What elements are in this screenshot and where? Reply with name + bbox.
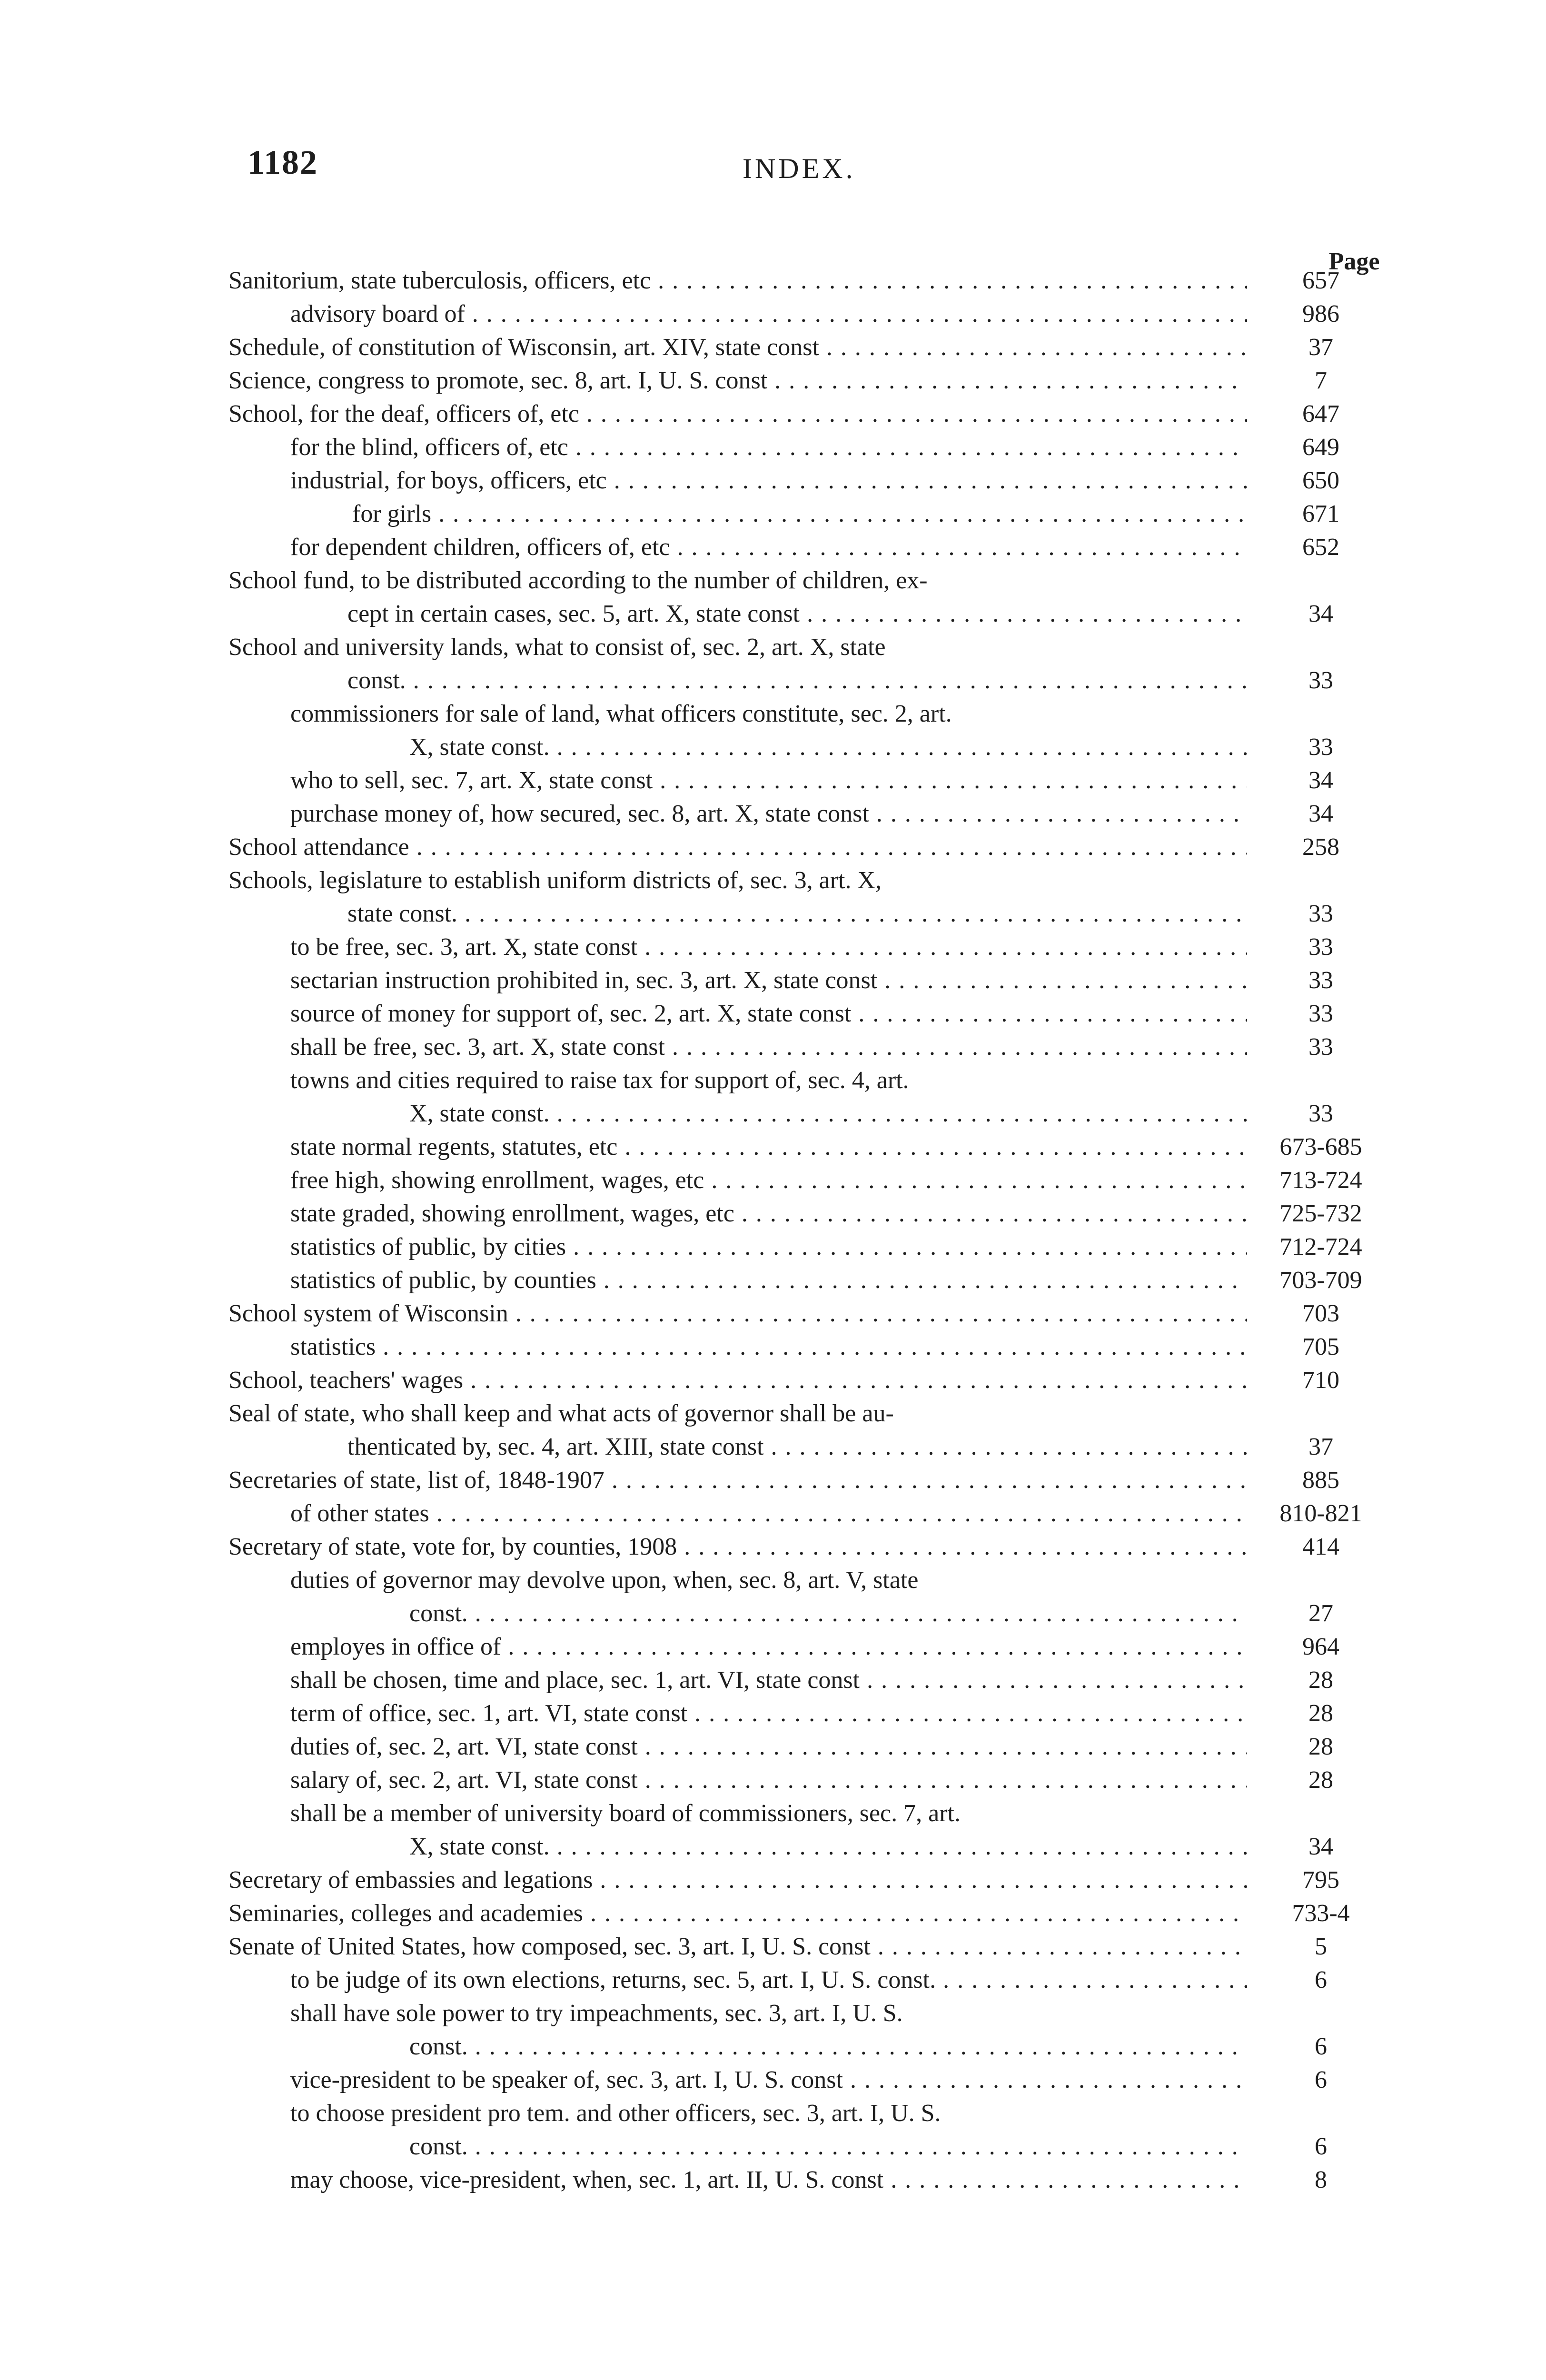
index-entry xyxy=(228,1897,1390,1930)
entry-heading: School fund, to be distributed according to the number of children, ex- xyxy=(228,567,928,594)
entry-continuation: thenticated by, sec. 4, art. XIII, state const . . . xyxy=(228,1430,1247,1464)
entry-heading: term of office, sec. 1, art. VI, state const . . . xyxy=(290,1697,1247,1730)
index-entry xyxy=(228,264,1390,298)
index-entry xyxy=(228,364,1390,397)
entry-page-ref: 671 xyxy=(1302,500,1339,527)
entry-continuation: const. . . . xyxy=(290,2130,1247,2163)
entry-heading: salary of, sec. 2, art. VI, state const . . . xyxy=(290,1764,1247,1797)
entry-text xyxy=(228,1697,1247,1730)
entry-page-ref: 657 xyxy=(1302,267,1339,294)
index-entry xyxy=(228,2063,1390,2097)
entry-text xyxy=(228,1031,1247,1064)
index-entry xyxy=(228,431,1390,464)
entry-heading: Seal of state, who shall keep and what acts of governor shall be au- xyxy=(228,1400,894,1427)
entry-page-ref: 725-732 xyxy=(1279,1200,1362,1227)
entry-text xyxy=(228,1230,1247,1264)
page-column-heading: Page xyxy=(1328,248,1380,275)
entry-page-ref: 795 xyxy=(1302,1866,1339,1894)
entry-text xyxy=(228,497,1247,531)
index-entry xyxy=(228,964,1390,997)
index-entry xyxy=(228,1997,1390,2063)
entry-page-ref: 5 xyxy=(1315,1933,1327,1960)
index-entry xyxy=(228,864,1390,931)
entry-page-ref: 8 xyxy=(1315,2166,1327,2193)
entry-text xyxy=(228,397,1247,431)
index-entry xyxy=(228,1031,1390,1064)
entry-page-ref: 885 xyxy=(1302,1467,1339,1494)
entry-page-ref: 34 xyxy=(1308,600,1333,627)
entry-heading: free high, showing enrollment, wages, etc . . . xyxy=(290,1164,1247,1197)
entry-page-ref: 705 xyxy=(1302,1333,1339,1360)
index-entry xyxy=(228,397,1390,431)
entry-text xyxy=(228,1164,1247,1197)
index-entry xyxy=(228,1664,1390,1697)
entry-continuation: cept in certain cases, sec. 5, art. X, state const . . . xyxy=(228,597,1247,631)
entry-heading: School and university lands, what to consist of, sec. 2, art. X, state xyxy=(228,634,886,661)
entry-heading: who to sell, sec. 7, art. X, state const . . . xyxy=(290,764,1247,797)
entry-text xyxy=(228,531,1247,564)
entry-text xyxy=(228,331,1247,364)
entry-continuation: X, state const. . . . xyxy=(290,731,1247,764)
entry-page-ref: 37 xyxy=(1308,1433,1333,1460)
entry-text xyxy=(228,431,1247,464)
entry-text xyxy=(228,1364,1247,1397)
index-entry xyxy=(228,997,1390,1031)
index-entry xyxy=(228,697,1390,764)
index-entries xyxy=(228,264,1390,2197)
entry-heading: Secretary of embassies and legations . . . xyxy=(228,1864,1247,1897)
index-entry xyxy=(228,764,1390,797)
index-entry xyxy=(228,631,1390,697)
index-entry xyxy=(228,2097,1390,2163)
entry-page-ref: 703 xyxy=(1302,1300,1339,1327)
index-entry xyxy=(228,831,1390,864)
entry-continuation: const. . . . xyxy=(290,1597,1247,1630)
index-entry xyxy=(228,1064,1390,1130)
entry-page-ref: 6 xyxy=(1315,2033,1327,2060)
entry-page-ref: 673-685 xyxy=(1279,1133,1362,1160)
entry-heading: purchase money of, how secured, sec. 8, art. X, state const . . . xyxy=(290,797,1247,831)
entry-page-ref: 28 xyxy=(1308,1666,1333,1694)
entry-heading: vice-president to be speaker of, sec. 3, art. I, U. S. const . . . xyxy=(290,2063,1247,2097)
index-entry xyxy=(228,1130,1390,1164)
index-entry xyxy=(228,298,1390,331)
entry-page-ref: 649 xyxy=(1302,434,1339,461)
entry-heading: shall be a member of university board of commissioners, sec. 7, art. xyxy=(290,1800,961,1827)
entry-heading: School system of Wisconsin . . . xyxy=(228,1297,1247,1330)
entry-page-ref: 733-4 xyxy=(1292,1900,1350,1927)
index-entry xyxy=(228,464,1390,497)
entry-heading: sectarian instruction prohibited in, sec. 3, art. X, state const . . . xyxy=(290,964,1247,997)
entry-heading: Science, congress to promote, sec. 8, art. I, U. S. const . . . xyxy=(228,364,1247,397)
entry-page-ref: 27 xyxy=(1308,1600,1333,1627)
entry-text xyxy=(228,564,1247,631)
running-head: INDEX. xyxy=(743,153,856,184)
entry-text xyxy=(228,1997,1247,2063)
entry-text xyxy=(228,2063,1247,2097)
entry-page-ref: 33 xyxy=(1308,900,1333,927)
index-entry xyxy=(228,1864,1390,1897)
entry-heading: commissioners for sale of land, what officers constitute, sec. 2, art. xyxy=(290,700,952,727)
entry-page-ref: 986 xyxy=(1302,300,1339,327)
entry-text xyxy=(228,1864,1247,1897)
entry-page-ref: 33 xyxy=(1308,1000,1333,1027)
entry-text xyxy=(228,1130,1247,1164)
index-entry xyxy=(228,1764,1390,1797)
entry-page-ref: 258 xyxy=(1302,833,1339,861)
entry-text xyxy=(228,1664,1247,1697)
entry-page-ref: 37 xyxy=(1308,334,1333,361)
entry-continuation: const. . . . xyxy=(228,664,1247,697)
entry-heading: towns and cities required to raise tax for support of, sec. 4, art. xyxy=(290,1067,909,1094)
index-entry xyxy=(228,1797,1390,1864)
index-entry xyxy=(228,1697,1390,1730)
entry-text xyxy=(228,1264,1247,1297)
index-entry xyxy=(228,2163,1390,2197)
entry-text xyxy=(228,764,1247,797)
entry-text xyxy=(228,2163,1247,2197)
entry-heading: Senate of United States, how composed, sec. 3, art. I, U. S. const . . . xyxy=(228,1930,1247,1964)
entry-continuation: X, state const. . . . xyxy=(290,1830,1247,1864)
entry-heading: Schedule, of constitution of Wisconsin, art. XIV, state const . . . xyxy=(228,331,1247,364)
entry-heading: duties of governor may devolve upon, when, sec. 8, art. V, state xyxy=(290,1567,919,1594)
entry-heading: source of money for support of, sec. 2, art. X, state const . . . xyxy=(290,997,1247,1031)
entry-text xyxy=(228,1897,1247,1930)
entry-heading: statistics of public, by cities . . . xyxy=(290,1230,1247,1264)
entry-text xyxy=(228,464,1247,497)
entry-text xyxy=(228,931,1247,964)
entry-text xyxy=(228,964,1247,997)
entry-page-ref: 33 xyxy=(1308,967,1333,994)
entry-heading: for dependent children, officers of, etc . . . xyxy=(290,531,1247,564)
entry-heading: Sanitorium, state tuberculosis, officers, etc . . . xyxy=(228,264,1247,298)
entry-text xyxy=(228,1397,1247,1464)
entry-page-ref: 33 xyxy=(1308,933,1333,961)
entry-text xyxy=(228,997,1247,1031)
entry-heading: for the blind, officers of, etc . . . xyxy=(290,431,1247,464)
entry-text xyxy=(228,1330,1247,1364)
entry-heading: to choose president pro tem. and other officers, sec. 3, art. I, U. S. xyxy=(290,2100,941,2127)
entry-page-ref: 33 xyxy=(1308,667,1333,694)
index-entry xyxy=(228,1464,1390,1497)
entry-page-ref: 34 xyxy=(1308,1833,1333,1860)
entry-heading: School, teachers' wages . . . xyxy=(228,1364,1247,1397)
entry-page-ref: 647 xyxy=(1302,400,1339,427)
entry-page-ref: 34 xyxy=(1308,767,1333,794)
entry-text xyxy=(228,1564,1247,1630)
index-entry xyxy=(228,1730,1390,1764)
entry-text xyxy=(228,298,1247,331)
entry-heading: shall be chosen, time and place, sec. 1, art. VI, state const . . . xyxy=(290,1664,1247,1697)
entry-heading: School attendance . . . xyxy=(228,831,1247,864)
index-entry xyxy=(228,1297,1390,1330)
entry-page-ref: 703-709 xyxy=(1279,1267,1362,1294)
entry-continuation: const. . . . xyxy=(290,2030,1247,2063)
entry-text xyxy=(228,864,1247,931)
entry-text xyxy=(228,631,1247,697)
entry-continuation: state const. . . . xyxy=(228,897,1247,931)
entry-heading: of other states . . . xyxy=(290,1497,1247,1530)
index-entry xyxy=(228,1264,1390,1297)
entry-page-ref: 650 xyxy=(1302,467,1339,494)
entry-page-ref: 33 xyxy=(1308,734,1333,761)
entry-heading: Secretaries of state, list of, 1848-1907 . . . xyxy=(228,1464,1247,1497)
entry-text xyxy=(228,1497,1247,1530)
entry-heading: statistics of public, by counties . . . xyxy=(290,1264,1247,1297)
index-entry xyxy=(228,531,1390,564)
entry-page-ref: 28 xyxy=(1308,1766,1333,1794)
index-entry xyxy=(228,1930,1390,1964)
entry-page-ref: 6 xyxy=(1315,1966,1327,1993)
entry-heading: statistics . . . xyxy=(290,1330,1247,1364)
entry-page-ref: 652 xyxy=(1302,534,1339,561)
entry-page-ref: 810-821 xyxy=(1279,1500,1362,1527)
index-entry xyxy=(228,1230,1390,1264)
index-entry xyxy=(228,797,1390,831)
entry-page-ref: 414 xyxy=(1302,1533,1339,1560)
entry-text xyxy=(228,831,1247,864)
entry-page-ref: 713-724 xyxy=(1279,1167,1362,1194)
entry-heading: industrial, for boys, officers, etc . . . xyxy=(290,464,1247,497)
index-entry xyxy=(228,1630,1390,1664)
index-entry xyxy=(228,1397,1390,1464)
index-entry xyxy=(228,564,1390,631)
entry-page-ref: 964 xyxy=(1302,1633,1339,1660)
entry-text xyxy=(228,1530,1247,1564)
entry-heading: state normal regents, statutes, etc . . . xyxy=(290,1130,1247,1164)
entry-heading: for girls . . . xyxy=(352,497,1247,531)
entry-page-ref: 710 xyxy=(1302,1367,1339,1394)
index-entry xyxy=(228,1197,1390,1230)
index-entry xyxy=(228,331,1390,364)
entry-text xyxy=(228,1297,1247,1330)
entry-page-ref: 6 xyxy=(1315,2066,1327,2093)
index-entry xyxy=(228,1530,1390,1564)
entry-heading: to be free, sec. 3, art. X, state const . . . xyxy=(290,931,1247,964)
entry-page-ref: 712-724 xyxy=(1279,1233,1362,1260)
index-entry xyxy=(228,1964,1390,1997)
entry-heading: employes in office of . . . xyxy=(290,1630,1247,1664)
entry-text xyxy=(228,1930,1247,1964)
entry-page-ref: 28 xyxy=(1308,1733,1333,1760)
entry-heading: shall be free, sec. 3, art. X, state const . . . xyxy=(290,1031,1247,1064)
entry-heading: state graded, showing enrollment, wages, etc . . . xyxy=(290,1197,1247,1230)
index-entry xyxy=(228,1364,1390,1397)
entry-text xyxy=(228,264,1247,298)
index-entry xyxy=(228,1330,1390,1364)
entry-continuation: X, state const. . . . xyxy=(290,1097,1247,1130)
entry-heading: Schools, legislature to establish uniform districts of, sec. 3, art. X, xyxy=(228,867,882,894)
entry-heading: shall have sole power to try impeachments, sec. 3, art. I, U. S. xyxy=(290,2000,903,2027)
index-entry xyxy=(228,931,1390,964)
index-entry xyxy=(228,497,1390,531)
entry-page-ref: 34 xyxy=(1308,800,1333,827)
entry-text xyxy=(228,697,1247,764)
entry-text xyxy=(228,1064,1247,1130)
entry-heading: may choose, vice-president, when, sec. 1, art. II, U. S. const . . . xyxy=(290,2163,1247,2197)
entry-page-ref: 6 xyxy=(1315,2133,1327,2160)
entry-heading: advisory board of . . . xyxy=(290,298,1247,331)
entry-page-ref: 33 xyxy=(1308,1100,1333,1127)
index-entry xyxy=(228,1164,1390,1197)
entry-heading: Secretary of state, vote for, by counties, 1908 . . . xyxy=(228,1530,1247,1564)
entry-text xyxy=(228,1797,1247,1864)
entry-text xyxy=(228,2097,1247,2163)
entry-text xyxy=(228,364,1247,397)
index-entry xyxy=(228,1564,1390,1630)
entry-page-ref: 33 xyxy=(1308,1033,1333,1061)
index-entry xyxy=(228,1497,1390,1530)
entry-text xyxy=(228,797,1247,831)
entry-text xyxy=(228,1630,1247,1664)
page-number: 1182 xyxy=(248,143,318,181)
entry-text xyxy=(228,1964,1247,1997)
entry-text xyxy=(228,1197,1247,1230)
entry-heading: School, for the deaf, officers of, etc . . . xyxy=(228,397,1247,431)
entry-page-ref: 7 xyxy=(1315,367,1327,394)
entry-heading: to be judge of its own elections, returns, sec. 5, art. I, U. S. const. . . . xyxy=(290,1964,1247,1997)
entry-text xyxy=(228,1730,1247,1764)
entry-page-ref: 28 xyxy=(1308,1700,1333,1727)
entry-heading: Seminaries, colleges and academies . . . xyxy=(228,1897,1247,1930)
entry-heading: duties of, sec. 2, art. VI, state const . . . xyxy=(290,1730,1247,1764)
entry-text xyxy=(228,1464,1247,1497)
entry-text xyxy=(228,1764,1247,1797)
